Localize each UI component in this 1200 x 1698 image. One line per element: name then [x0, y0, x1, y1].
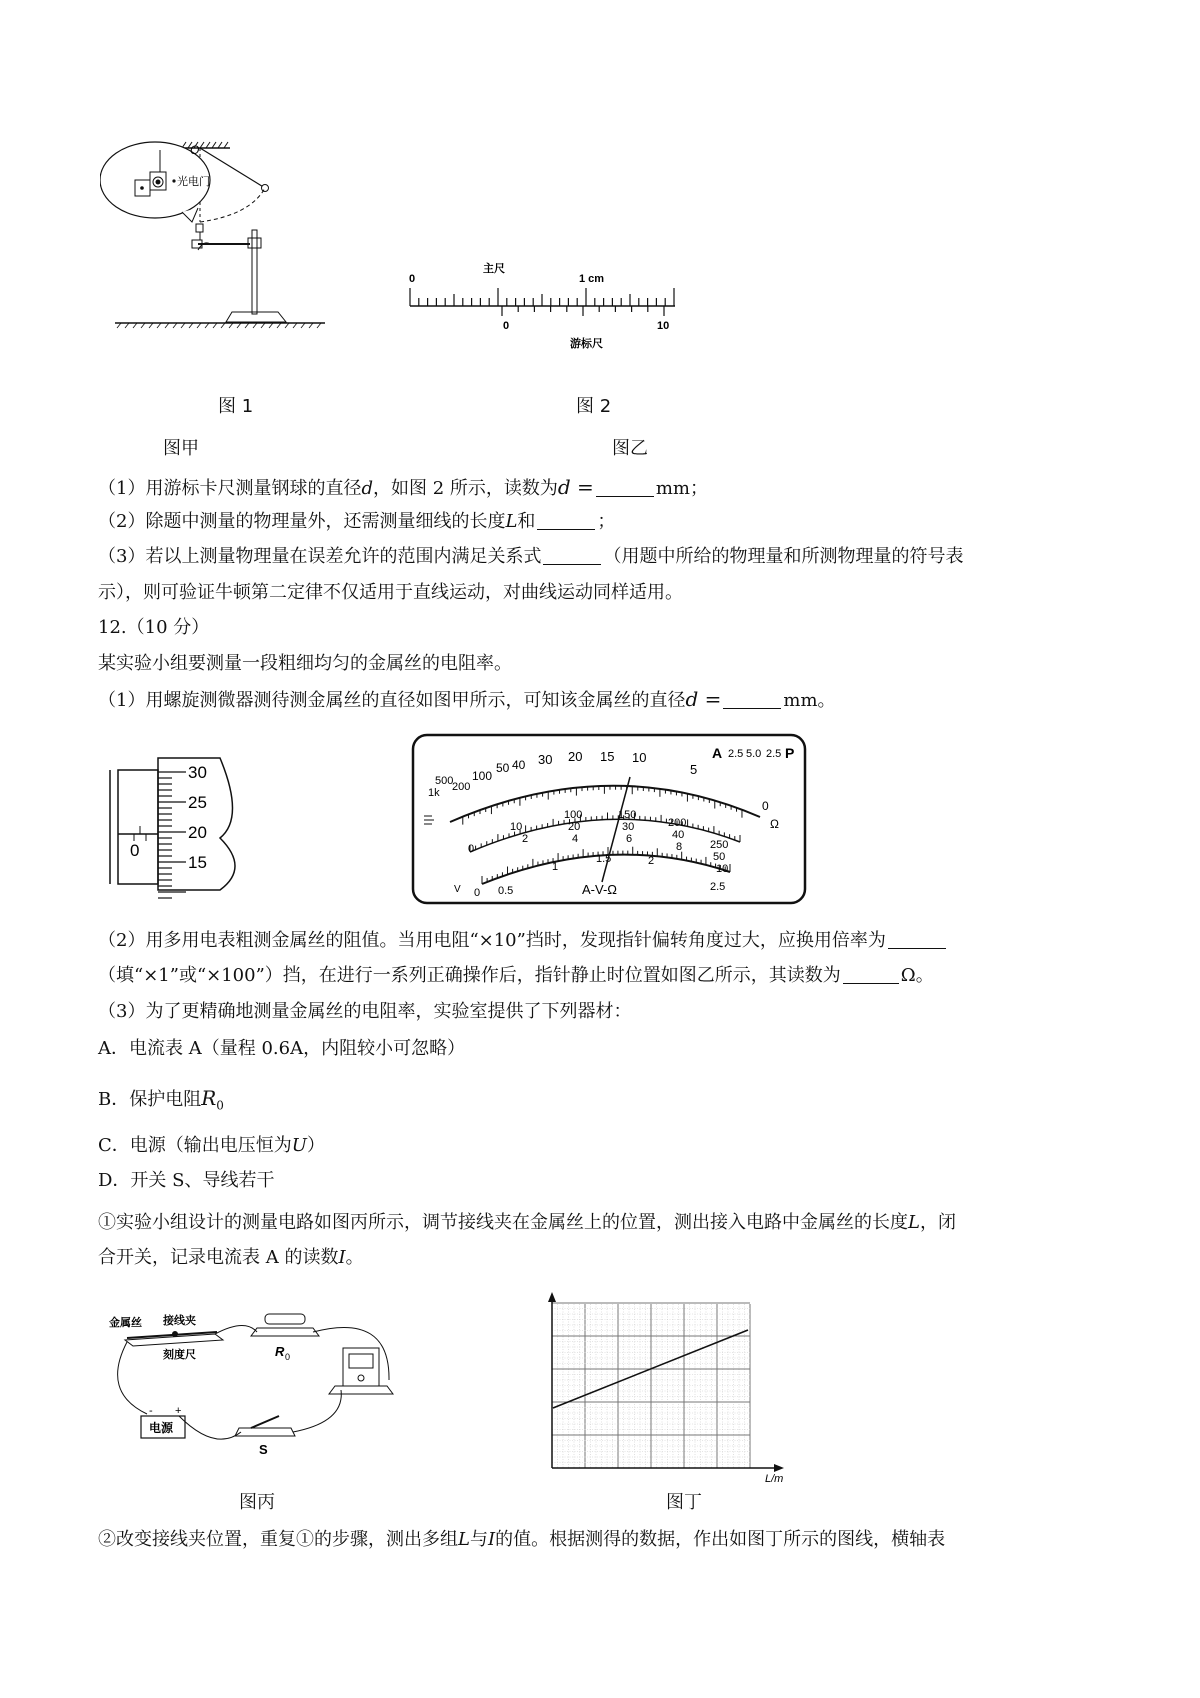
v-symbol: V	[454, 884, 461, 895]
meter-top-a: A	[712, 745, 723, 761]
meter-top-v1: 2.5	[728, 748, 744, 760]
label-o: O	[190, 143, 200, 157]
meter-top-v2: 5.0	[746, 748, 762, 760]
thimble-tick-25: 25	[188, 793, 207, 812]
figure-jia-micrometer	[100, 748, 260, 900]
thimble-tick-30: 30	[188, 763, 207, 782]
low-2: 2	[648, 855, 655, 867]
meter-brand: A-V-Ω	[582, 882, 618, 897]
meter-top-v3: 2.5	[766, 748, 782, 760]
label-clip: 接线夹	[163, 1315, 196, 1327]
answer-blank-12-2b[interactable]	[843, 965, 899, 984]
source-plus: +	[175, 1405, 182, 1417]
ohm-40: 40	[512, 758, 526, 772]
question-11-2: （2）除题中测量的物理量外，还需测量细线的长度L和 ；	[98, 511, 616, 532]
mid-30: 30	[622, 821, 635, 833]
left-2: 2	[522, 833, 529, 845]
left-0: 0	[468, 843, 475, 855]
mid-20: 20	[568, 821, 581, 833]
question-11-1: （1）用游标卡尺测量钢球的直径d，如图 2 所示，读数为d = mm；	[98, 475, 708, 499]
option-b: B．保护电阻$R_0$	[98, 1086, 224, 1113]
answer-blank-3[interactable]	[543, 546, 601, 565]
mid-250: 250	[710, 839, 729, 851]
figure-bing-circuit	[105, 1312, 435, 1472]
question-11-3: （3）若以上测量物理量在误差允许的范围内满足关系式 （用题中所给的物理量和所测物理量的符号表	[98, 546, 964, 567]
mid-10: 10	[716, 863, 729, 875]
question-12-intro: 某实验小组要测量一段粗细均匀的金属丝的电阻率。	[98, 653, 512, 674]
main-scale-1cm: 1 cm	[579, 273, 605, 285]
ohm-20: 20	[568, 749, 583, 764]
low-0-5: 0.5	[498, 885, 514, 897]
question-11-3-line2: 示），则可验证牛顿第二定律不仅适用于直线运动，对曲线运动同样适用。	[98, 582, 683, 603]
caption-fig-bing: 图丙	[239, 1492, 275, 1513]
caption-fig2: 图 2	[576, 396, 612, 417]
mid-8: 8	[676, 841, 683, 853]
mid-50: 50	[713, 851, 726, 863]
question-12-2: （2）用多用电表粗测金属丝的阻值。当用电阻“×10”挡时，发现指针偏转角度过大，应换用倍率为	[98, 928, 948, 954]
question-12-3: （3）为了更精确地测量金属丝的电阻率，实验室提供了下列器材：	[98, 1001, 632, 1022]
thimble-tick-15: 15	[188, 853, 207, 872]
label-wire: 金属丝	[109, 1317, 142, 1329]
meter-top-p: P	[785, 745, 795, 761]
ohm-50: 50	[496, 761, 510, 775]
question-12-2-line2: （填“×1”或“×100”）挡，在进行一系列正确操作后，指针静止时位置如图乙所示，其读数为 Ω。	[98, 965, 934, 986]
label-switch: S	[259, 1442, 268, 1457]
question-12-1: （1）用螺旋测微器测待测金属丝的直径如图甲所示，可知该金属丝的直径d = mm。	[98, 687, 836, 711]
mid-40: 40	[672, 829, 685, 841]
main-scale-zero: 0	[409, 273, 416, 285]
label-ruler: 刻度尺	[163, 1349, 196, 1361]
ohm-100: 100	[472, 769, 493, 783]
mid-200: 200	[668, 817, 687, 829]
step-1: ①实验小组设计的测量电路如图丙所示，调节接线夹在金属丝上的位置，测出接入电路中金属丝的长度L，闭	[98, 1212, 956, 1233]
ohm-30: 30	[538, 752, 553, 767]
option-c: C．电源（输出电压恒为U）	[98, 1135, 325, 1156]
vernier-zero: 0	[503, 320, 510, 332]
figure-ding-graph	[540, 1292, 790, 1482]
option-a: A．电流表 A（量程 0.6A，内阻较小可忽略）	[98, 1038, 466, 1059]
caption-fig1: 图 1	[218, 396, 254, 417]
ohm-10: 10	[632, 750, 647, 765]
option-d: D．开关 S、导线若干	[98, 1170, 275, 1191]
caption-fig-ding: 图丁	[666, 1492, 702, 1513]
mid-6: 6	[626, 833, 633, 845]
vernier-label: 游标尺	[570, 338, 603, 350]
step-1-line2: 合开关，记录电流表 A 的读数I。	[98, 1247, 364, 1268]
micrometer-zero: 0	[130, 841, 140, 860]
ohm-0: 0	[762, 799, 769, 813]
answer-blank-d[interactable]	[596, 478, 654, 497]
low-2-5: 2.5	[710, 881, 726, 893]
ohm-15: 15	[600, 749, 615, 764]
figure-1-pendulum	[100, 140, 340, 360]
caption-fig-yi-top: 图乙	[612, 438, 648, 459]
graph-xlabel: L/m	[765, 1473, 784, 1482]
label-source: 电源	[149, 1421, 174, 1435]
mid-4: 4	[572, 833, 579, 845]
answer-blank-12-2a[interactable]	[888, 930, 946, 949]
question-12-heading: 12.（10 分）	[98, 617, 210, 638]
label-r0-sub: 0	[285, 1352, 291, 1362]
label-photogate: 光电门	[177, 176, 210, 188]
mid-150: 150	[618, 809, 637, 821]
ohm-symbol: Ω	[770, 817, 779, 831]
figure-yi-multimeter	[410, 732, 810, 907]
mid-100: 100	[564, 809, 583, 821]
step-2: ②改变接线夹位置，重复①的步骤，测出多组L与I的值。根据测得的数据，作出如图丁所示的图线，横轴表	[98, 1529, 946, 1550]
answer-blank-2[interactable]	[537, 511, 595, 530]
ohm-5: 5	[690, 762, 698, 777]
ohm-200: 200	[452, 781, 471, 793]
thimble-tick-20: 20	[188, 823, 207, 842]
caption-fig-jia-top: 图甲	[163, 438, 199, 459]
low-1-5: 1.5	[596, 853, 612, 865]
low-1: 1	[552, 861, 559, 873]
low-0: 0	[474, 887, 481, 899]
ohm-500: 500	[435, 775, 454, 787]
label-r0: R	[275, 1344, 285, 1359]
figure-2-vernier	[405, 260, 695, 350]
vernier-ten: 10	[657, 320, 670, 332]
main-scale-label: 主尺	[483, 263, 505, 275]
left-10: 10	[510, 821, 523, 833]
answer-blank-12-1[interactable]	[723, 690, 781, 709]
source-minus: -	[149, 1405, 153, 1417]
ohm-1k: 1k	[428, 787, 440, 799]
